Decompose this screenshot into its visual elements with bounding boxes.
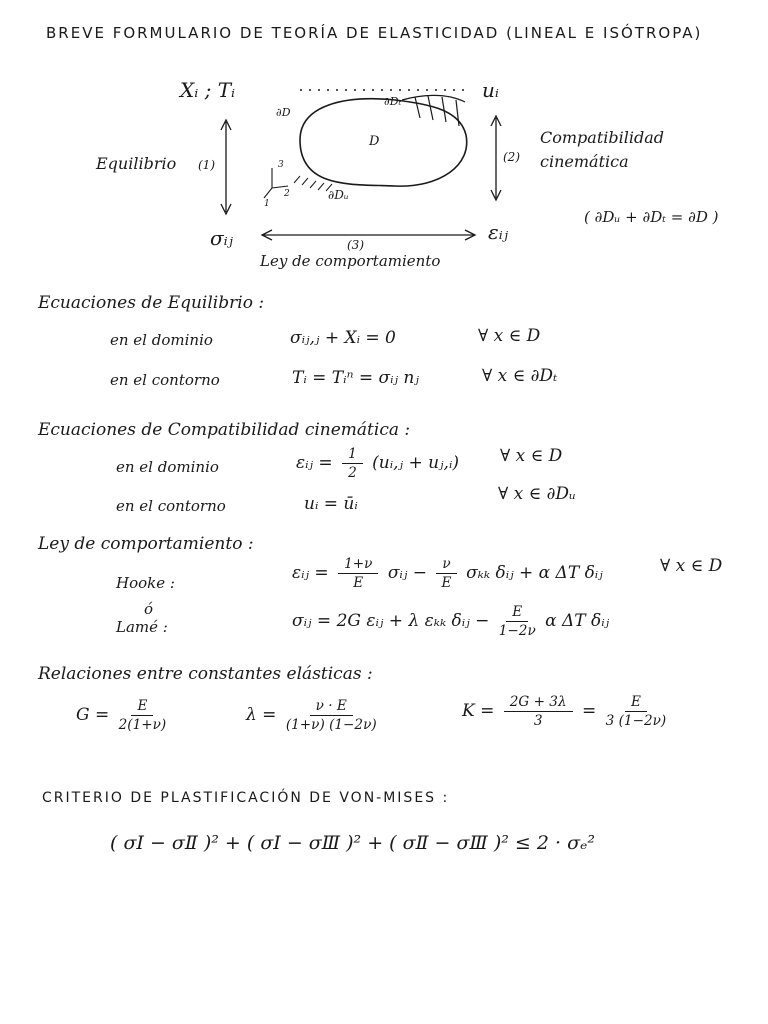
hooke-formula (292, 556, 603, 591)
axis-1-label: 1 (264, 199, 270, 209)
constitutive-num: (3) (347, 238, 364, 252)
stress-label: σᵢⱼ (210, 226, 233, 250)
axis-3-label: 3 (278, 160, 284, 170)
comp-boundary-label: en el contorno (116, 497, 226, 515)
compatibility-num: (2) (503, 150, 520, 164)
comp-boundary-condition: ∀ x ∈ ∂Dᵤ (498, 484, 576, 504)
lame-formula (292, 604, 609, 639)
vonmises-formula: ( σⅠ − σⅡ )² + ( σⅠ − σⅢ )² + ( σⅡ − σⅢ )² ≤ 2 · σₑ² (110, 832, 596, 854)
k2-num: E (625, 694, 647, 712)
constitutive-arrow (262, 230, 475, 240)
k2-den: 3 (1−2ν) (605, 713, 667, 729)
boundary-relation: ( ∂Dᵤ + ∂Dₜ = ∂D ) (584, 208, 719, 226)
hooke-rhs: σₖₖ δᵢⱼ + α ΔT δᵢⱼ (466, 563, 603, 583)
comp-domain-formula (296, 446, 459, 481)
hooke-label: Hooke : (116, 574, 175, 592)
domain-label: D (369, 134, 380, 149)
lame-rhs: α ΔT δᵢⱼ (545, 611, 610, 631)
equilibrium-arrow (221, 120, 231, 214)
eq-boundary-formula: Tᵢ = Tᵢⁿ = σᵢⱼ nⱼ (292, 368, 419, 388)
hooke-lhs: εᵢⱼ = (292, 563, 329, 583)
hooke-f2-num: ν (436, 556, 456, 574)
comp-domain-label: en el dominio (116, 458, 219, 476)
equilibrium-num: (1) (198, 158, 215, 172)
l-den: (1+ν) (1−2ν) (285, 717, 377, 733)
hooke-mid: σᵢⱼ − (387, 563, 427, 583)
k-equals: = (581, 701, 597, 721)
equilibrium-heading: Ecuaciones de Equilibrio : (38, 293, 265, 313)
comp-domain-rhs: (uᵢ,ⱼ + uⱼ,ᵢ) (372, 453, 459, 473)
domain-shape (300, 99, 467, 186)
g-num: E (131, 698, 153, 716)
comp-half-fraction (342, 446, 363, 481)
constants-heading: Relaciones entre constantes elásticas : (38, 664, 373, 684)
l-num: ν · E (310, 698, 353, 716)
boundary-u-label: ∂Dᵤ (328, 188, 349, 202)
strain-label: εᵢⱼ (488, 220, 509, 244)
g-lhs: G = (76, 705, 110, 725)
hooke-fraction-1 (338, 556, 378, 591)
eq-boundary-label: en el contorno (110, 371, 220, 389)
eq-domain-condition: ∀ x ∈ D (478, 326, 541, 346)
g-den: 2(1+ν) (118, 717, 167, 733)
k-lhs: K = (462, 701, 495, 721)
eq-boundary-condition: ∀ x ∈ ∂Dₜ (482, 366, 558, 386)
lame-f-den: 1−2ν (498, 623, 536, 639)
l-fraction (286, 698, 377, 733)
body-forces-label: Xᵢ ; Tᵢ (180, 78, 236, 102)
k-fraction (504, 694, 573, 729)
lame-lhs: σᵢⱼ = 2G εᵢⱼ + λ εₖₖ δᵢⱼ − (292, 611, 490, 631)
compatibility-label-1: Compatibilidad (540, 128, 664, 147)
traction-arrows (402, 95, 465, 126)
l-lhs: λ = (246, 705, 277, 725)
page-title: BREVE FORMULARIO DE TEORÍA DE ELASTICIDAD (LINEAL E ISÓTROPA) (46, 24, 703, 42)
comp-frac-num: 1 (342, 446, 363, 464)
constitutive-label: Ley de comportamiento (260, 252, 441, 270)
eq-domain-label: en el dominio (110, 331, 213, 349)
lambda-formula (246, 698, 381, 733)
bulk-modulus-formula (462, 694, 670, 729)
lame-label: Lamé : (116, 618, 168, 636)
shear-modulus-formula (76, 698, 170, 733)
axis-2-label: 2 (284, 189, 290, 199)
compatibility-heading: Ecuaciones de Compatibilidad cinemática : (38, 420, 411, 440)
displacement-label: uᵢ (482, 78, 499, 102)
boundary-label: ∂D (276, 106, 291, 119)
g-fraction (119, 698, 167, 733)
hooke-f1-num: 1+ν (338, 556, 378, 574)
compatibility-arrow (491, 116, 501, 200)
k-num: 2G + 3λ (504, 694, 573, 712)
vonmises-heading: CRITERIO DE PLASTIFICACIÓN DE VON-MISES : (42, 790, 450, 806)
comp-domain-condition: ∀ x ∈ D (500, 446, 563, 466)
boundary-t-label: ∂Dₜ (384, 95, 402, 108)
comp-domain-lhs: εᵢⱼ = (296, 453, 333, 473)
hooke-fraction-2 (436, 556, 456, 591)
comp-frac-den: 2 (348, 465, 357, 481)
hooke-f1-den: E (353, 575, 364, 591)
hooke-condition: ∀ x ∈ D (660, 556, 723, 576)
k-den: 3 (533, 713, 543, 729)
constitutive-heading: Ley de comportamiento : (38, 534, 254, 554)
k2-fraction (606, 694, 667, 729)
lame-f-num: E (506, 604, 528, 622)
hooke-f2-den: E (441, 575, 452, 591)
eq-domain-formula: σᵢⱼ,ⱼ + Xᵢ = 0 (290, 328, 396, 348)
compatibility-label-2: cinemática (540, 152, 629, 171)
equilibrium-label: Equilibrio (96, 154, 177, 173)
comp-boundary-formula: uᵢ = ūᵢ (304, 494, 358, 514)
or-label: ó (144, 600, 154, 618)
lame-fraction (499, 604, 536, 639)
